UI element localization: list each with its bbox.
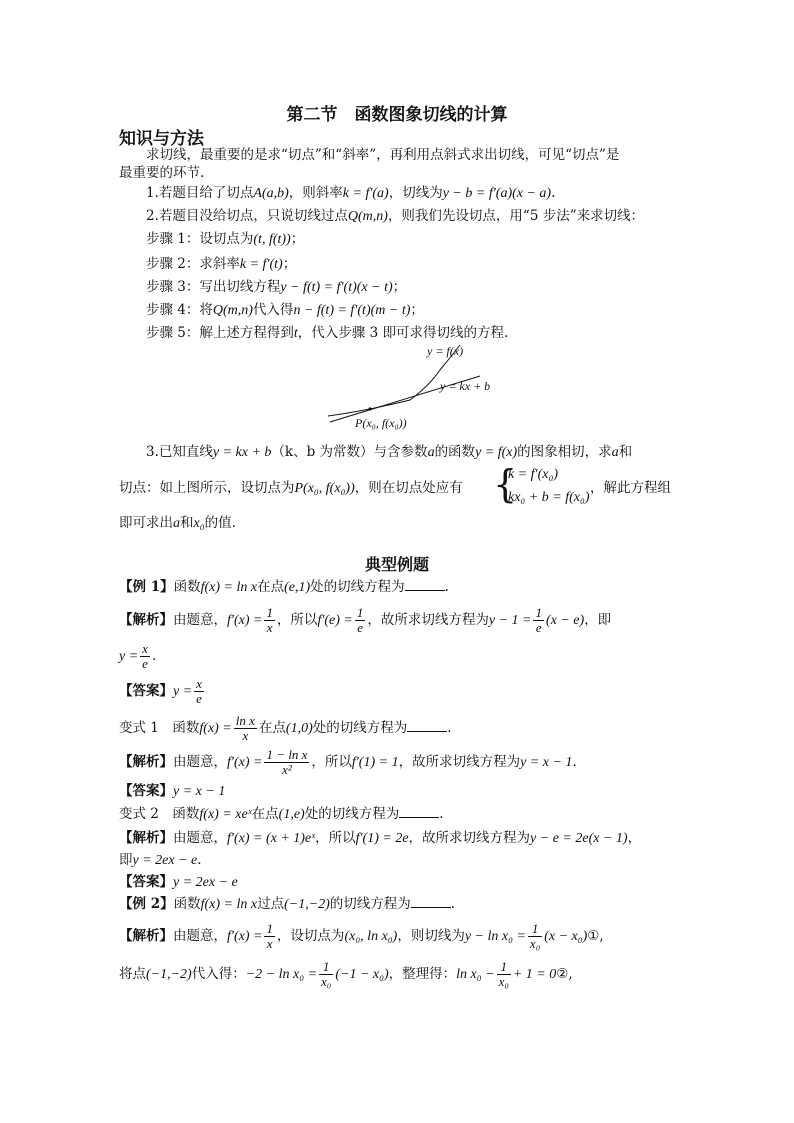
fraction: $\frac{x}{e}$ [142, 641, 148, 671]
fraction: $\frac{1}{e}$ [535, 605, 542, 635]
point-label: P(x₀, f(x₀)) [355, 416, 407, 430]
answer-blank [407, 719, 447, 732]
answer-2: 【答案】y = x − 1 [119, 783, 226, 799]
answer-blank [405, 578, 445, 591]
fraction: $\frac{1}{e}$ [356, 605, 364, 635]
variant-1: 变式 1 函数f(x) = $\frac{\text{ln x}}{x}$ 在点(1,0)处的切线方程为 . [119, 713, 452, 743]
fraction: $\frac{\text{1 − ln x}}{\text{x²}}$ [266, 747, 308, 777]
method-item-3-line2: 切点：如上图所示，设切点为P(x₀, f(x₀))，则在切点处应有 [119, 480, 463, 496]
answer-1: 【答案】y = $\frac{x}{e}$ [119, 676, 202, 706]
section-heading-examples: 典型例题 [364, 555, 429, 574]
fraction: $\frac{x}{e}$ [196, 676, 202, 706]
variant-2: 变式 2 函数f(x) = xeˣ在点(1,e)处的切线方程为 . [119, 806, 444, 822]
method-item-2: 2.若题目没给切点，只说切线过点Q(m,n)，则我们先设切点，用“5 步法”来求切线： [146, 208, 645, 224]
example-2: 【例 2】函数f(x) = ln x过点(−1,−2)的切线方程为 . [119, 896, 456, 912]
fraction: $\frac{\text{ln x}}{x}$ [235, 713, 255, 743]
fraction: $\frac{1}{x}$ [266, 921, 273, 951]
solution-4: 【解析】由题意，f′(x) = $\frac{1}{x}$ ，设切点为(x₀, ln x₀)，则切线为y − ln x₀ = $\frac{1}{\text{x₀}}$ (x − x₀)①, [119, 921, 604, 951]
solution-2: 【解析】由题意，f′(x) = $\frac{\text{1 − ln x}}{\text{x²}}$ ，所以f′(1) = 1，故所求切线方程为y = x − 1. [119, 747, 577, 777]
system-eq-2: kx₀ + b = f(x₀) [508, 490, 590, 505]
step-1: 步骤 1：设切点为(t, f(t))； [146, 231, 305, 247]
solution-1-line2: y = $\frac{x}{e}$ . [119, 641, 157, 671]
solution-5: 将点(−1,−2)代入得：−2 − ln x₀ = $\frac{1}{\text{x₀}}$ (−1 − x₀)，整理得：ln x₀ − $\frac{1}{\text{x₀}}$ + 1 = 0②, [119, 959, 573, 989]
fraction: $\frac{1}{\text{x₀}}$ [498, 959, 509, 989]
solution-1: 【解析】由题意，f′(x) = $\frac{1}{x}$ ，所以f′(e) = $\frac{1}{e}$ ，故所求切线方程为y − 1 = $\frac{1}{e}$ (x − e)，即 [119, 605, 612, 635]
system-brace: { [493, 462, 518, 506]
solution-3: 【解析】由题意，f′(x) = (x + 1)eˣ，所以f′(1) = 2e，故所求切线方程为y − e = 2e(x − 1)， [119, 830, 642, 846]
answer-blank [399, 805, 439, 818]
system-eq-1: k = f′(x₀) [508, 467, 559, 482]
method-item-3-tail: ，解此方程组 [590, 480, 671, 496]
tangent-point [368, 407, 371, 410]
method-item-3-line3: 即可求出a和x₀的值. [119, 515, 236, 531]
solution-3-line2: 即y = 2ex − e. [119, 852, 202, 868]
intro-line-1: 求切线，最重要的是求“切点”和“斜率”，再利用点斜式求出切线，可见“切点”是 [146, 147, 620, 163]
intro-line-2: 最重要的环节. [119, 165, 205, 181]
tangent-figure [320, 340, 520, 435]
section-heading-methods: 知识与方法 [119, 129, 204, 149]
step-5: 步骤 5：解上述方程得到t，代入步骤 3 即可求得切线的方程. [146, 325, 509, 341]
answer-3: 【答案】y = 2ex − e [119, 874, 238, 890]
fraction: $\frac{1}{\text{x₀}}$ [321, 959, 332, 989]
example-1: 【例 1】函数f(x) = ln x在点(e,1)处的切线方程为 . [119, 579, 449, 595]
answer-blank [411, 895, 451, 908]
fraction: $\frac{1}{\text{x₀}}$ [529, 921, 541, 951]
line-label: y = kx + b [440, 379, 491, 393]
step-3: 步骤 3：写出切线方程y − f(t) = f′(t)(x − t)； [146, 279, 407, 295]
method-item-3: 3.已知直线y = kx + b（k、b 为常数）与含参数a的函数y = f(x)的图象相切，求a和 [146, 444, 633, 460]
method-item-1: 1.若题目给了切点A(a,b)，则斜率k = f′(a)，切线为y − b = f′(a)(x − a). [146, 185, 556, 201]
curve-label: y = f(x) [427, 344, 464, 358]
step-2: 步骤 2：求斜率k = f′(t)； [146, 256, 297, 272]
step-4: 步骤 4：将Q(m,n)代入得n − f(t) = f′(t)(m − t)； [146, 302, 424, 318]
fraction: $\frac{1}{x}$ [266, 605, 273, 635]
page-title: 第二节 函数图象切线的计算 [286, 105, 508, 125]
